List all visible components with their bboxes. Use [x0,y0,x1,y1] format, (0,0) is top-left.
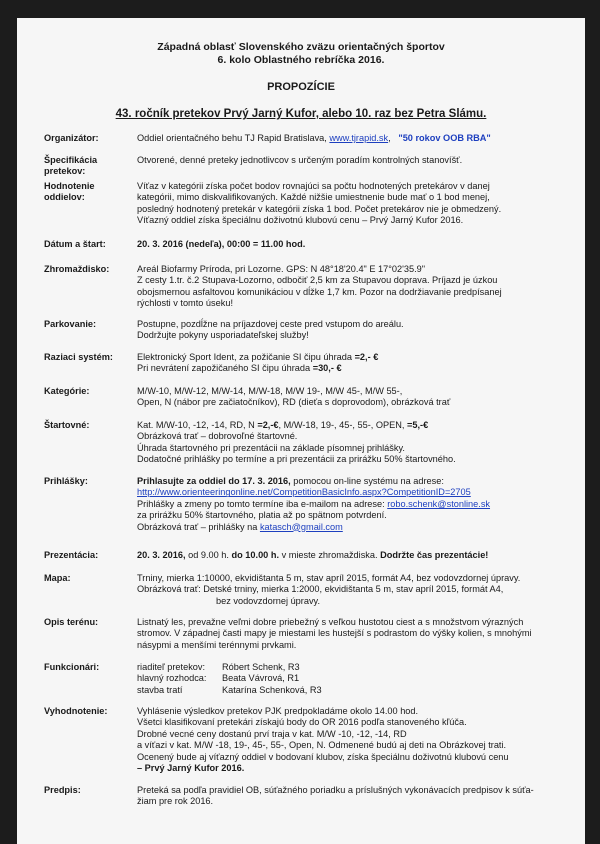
raziaci-fee1: =2,- € [354,352,379,362]
organizator-text: Oddiel orientačného behu TJ Rapid Bratislava, [137,133,327,143]
hodnotenie-label-1: Hodnotenie [44,181,95,191]
zhromazdisko-line: obojsmernou asfaltovou komunikáciou v dĺžke 1,7 km. Pozor na dodržiavanie predpísanej [137,286,502,297]
prezentacia-place: v mieste zhromaždiska. [279,550,381,560]
funkcionari-body [137,662,567,696]
specifikacia-label-2: pretekov: [44,166,86,177]
opis-line: stromov. V západnej časti mapy je miestami les hustejší s podrastom do výšky kolien, s mnohými [137,628,532,639]
funkcionar-name: Róbert Schenk, R3 [222,662,300,672]
organizator-link[interactable]: www.tjrapid.sk [329,133,389,143]
prihlasky-label: Prihlášky: [44,476,88,486]
funkcionar-role: stavba tratí [137,684,183,695]
startovne-fee-low: =2,-€ [257,420,279,430]
opis-line: násypmi a menšími terénnymi prvkami. [137,639,297,650]
organizator-sep: , [388,133,391,143]
predpis-body [137,785,567,808]
vyhodnotenie-line: Všetci klasifikovaní pretekári získajú body do OR 2016 podľa stanoveného kľúča. [137,717,467,728]
kategorie-label: Kategórie: [44,386,90,396]
vyhodnotenie-line: Vyhlásenie výsledkov pretekov PJK predpokladáme okolo 14.00 hod. [137,706,419,716]
vyhodnotenie-prize: – Prvý Jarný Kufor 2016. [137,762,245,773]
specifikacia-label-1: Špecifikácia [44,155,98,165]
startovne-line: Úhrada štartovného pri prezentácii na základe písomnej prihlášky. [137,442,405,453]
startovne-line: Obrázková trať – dobrovoľné štartovné. [137,431,298,442]
prihlasky-url-link[interactable]: http://www.orienteeringonline.net/CompetitionBasicInfo.aspx?CompetitionID=2705 [137,487,471,498]
header-round: 6. kolo Oblastného rebríčka 2016. [217,54,385,66]
raziaci-line1: Elektronický Sport Ident, za požičanie SI čipu úhrada [137,352,355,362]
hodnotenie-line: Víťaz v kategórii získa počet bodov rovnajúci sa počtu hodnotených pretekárov v danej [137,181,490,191]
prezentacia-date: 20. 3. 2016, [137,550,186,560]
prezentacia-body [137,550,567,561]
prezentacia-label: Prezentácia: [44,550,99,560]
prihlasky-deadline: Prihlasujte za oddiel do 17. 3. 2016, [137,476,291,486]
organizator-label: Organizátor: [44,133,99,143]
parkovanie-line: Postupne, pozdĺžne na príjazdovej ceste pred vstupom do areálu. [137,319,404,329]
hodnotenie-body [137,181,567,227]
mapa-body [137,573,567,607]
raziaci-line2: Pri nevrátení zapožičaného SI čipu úhrada [137,363,313,374]
startovne-body [137,420,567,466]
hodnotenie-line: posledný hodnotený pretekár v kategórii získa 1 bod. Počet pretekárov nie je obmedzený. [137,203,502,214]
event-title: 43. ročník pretekov Prvý Jarný Kufor, alebo 10. raz bez Petra Slámu. [115,108,487,120]
prezentacia-from: od 9.00 h. [185,550,232,560]
zhromazdisko-body [137,264,567,310]
hodnotenie-label [44,181,95,204]
organizator-body [137,133,567,144]
kategorie-body [137,386,567,409]
kategorie-line1: M/W-10, M/W-12, M/W-14, M/W-18, M/W 19-, M/W 45-, M/W 55-, [137,386,403,396]
prihlasky-line3: Prihlášky a zmeny po tomto termíne iba e-mailom na adrese: [137,498,388,509]
predpis-line: žiam pre rok 2016. [137,796,214,807]
funkcionar-role: hlavný rozhodca: [137,673,207,684]
raziaci-fee2: =30,- € [312,363,342,374]
vyhodnotenie-line: a víťazi v kat. M/W -18, 19-, 45-, 55-, Open, N. Odmenené budú aj deti na Obrázkovej trati. [137,740,507,751]
prihlasky-body [137,476,567,533]
funkcionar-row [137,662,567,673]
startovne-line: Dodatočné prihlášky po termíne a pri prezentácii za prirážku 50% štartovného. [137,454,456,465]
mapa-label: Mapa: [44,573,71,583]
mapa-line3: bez vodovzdornej úpravy. [216,595,321,606]
prezentacia-to: do 10.00 h. [231,550,280,560]
funkcionar-name: Beata Vávrová, R1 [222,673,300,684]
vyhodnotenie-label: Vyhodnotenie: [44,706,108,716]
prihlasky-email2-link[interactable]: katasch@gmail.com [259,521,343,532]
parkovanie-body [137,319,567,342]
hodnotenie-line: kategórii, mimo diskvalifikovaných. Každé nižšie umiestnenie bude mať o 1 bod menej, [137,192,490,203]
mapa-line2: Obrázková trať: Detské trniny, mierka 1:2000, ekvidištanta 5 m, stav apríl 2015, formát A4, [137,584,504,595]
funkcionar-name: Katarína Schenková, R3 [222,684,322,695]
zhromazdisko-line: Areál Biofarmy Príroda, pri Lozorne. GPS: N 48°18'20.4" E 17°02'35.9" [137,264,426,274]
parkovanie-line: Dodržujte pokyny usporiadateľskej služby! [137,330,309,341]
parkovanie-label: Parkovanie: [44,319,97,329]
funkcionar-row [137,685,567,696]
prihlasky-line4: za prirážku 50% štartovného, platia až po spätnom potvrdení. [137,510,387,521]
header-organization: Západná oblasť Slovenského zväzu orientačných športov [157,41,445,53]
prihlasky-email-link[interactable]: robo.schenk@stonline.sk [387,498,491,509]
prihlasky-line1: pomocou on-line systému na adrese: [290,476,444,486]
prezentacia-note: Dodržte čas prezentácie! [380,550,489,560]
predpis-line: Preteká sa podľa pravidiel OB, súťažného poriadku a príslušných vykonávacích predpisov k súťa- [137,785,534,795]
vyhodnotenie-line: Drobné vecné ceny dostanú prví traja v kat. M/W -10, -12, -14, RD [137,728,407,739]
zhromazdisko-line: rýchlosti v tomto úseku! [137,298,233,309]
specifikacia-text: Otvorené, denné preteky jednotlivcov s určeným poradím kontrolných stanovíšť. [137,155,463,165]
prihlasky-line5: Obrázková trať – prihlášky na [137,521,260,532]
predpis-label: Predpis: [44,785,81,795]
raziaci-label: Raziaci systém: [44,352,113,362]
startovne-line1-a: Kat. M/W-10, -12, -14, RD, N [137,420,258,430]
document-page [17,18,585,844]
kategorie-line2: Open, N (nábor pre začiatočníkov), RD (dieťa s doprovodom), obrázková trať [137,397,451,408]
header-propozicie: PROPOZÍCIE [267,81,335,93]
hodnotenie-label-2: oddielov: [44,192,85,203]
raziaci-body [137,352,567,375]
zhromazdisko-label: Zhromaždisko: [44,264,110,274]
vyhodnotenie-body [137,706,567,774]
startovne-line1-c: , M/W-18, 19-, 45-, 55-, OPEN, [278,420,408,430]
startovne-label: Štartovné: [44,420,90,430]
mapa-line1: Trniny, mierka 1:10000, ekvidištanta 5 m, stav apríl 2015, formát A4, bez vodovzdornej úpravy. [137,573,521,583]
funkcionar-role: riaditeľ pretekov: [137,662,206,672]
organizator-highlight: "50 rokov OOB RBA" [398,133,491,143]
opis-label: Opis terénu: [44,617,99,627]
funkcionari-label: Funkcionári: [44,662,100,672]
hodnotenie-line: Víťazný oddiel získa špeciálnu doživotnú klubovú cenu – Prvý Jarný Kufor 2016. [137,215,464,226]
opis-body [137,617,567,651]
opis-line: Listnatý les, prevažne veľmi dobre priebežný s veľkou hustotou ciest a s množstvom výrazných [137,617,524,627]
funkcionar-row [137,673,567,684]
startovne-fee-high: =5,-€ [407,420,429,430]
datum-label: Dátum a štart: [44,239,106,249]
vyhodnotenie-line: Ocenený bude aj víťazný oddiel v bodovaní klubov, získa špeciálnu doživotnú klubovú cenu [137,751,509,762]
datum-text: 20. 3. 2016 (nedeľa), 00:00 = 11.00 hod. [137,239,306,249]
specifikacia-label [44,155,97,178]
zhromazdisko-line: Z cesty 1.tr. č.2 Stupava-Lozorno, odbočiť 2,5 km za Stupavou doprava. Príjazd je úzkou [137,275,498,286]
